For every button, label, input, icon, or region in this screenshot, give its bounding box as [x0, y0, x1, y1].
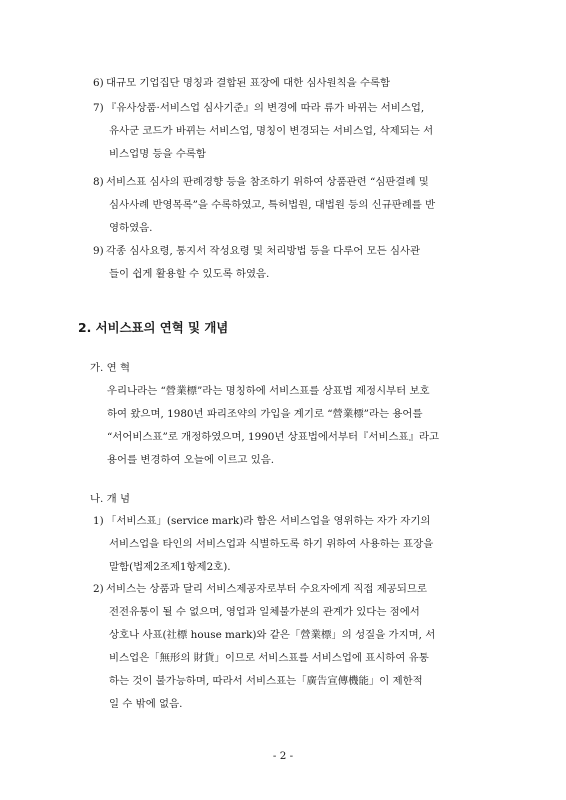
- list-item: [93, 510, 505, 579]
- list-item: [93, 97, 505, 166]
- text-line: 서비스표 심사의 판례경향 등을 참조하기 위하여 상품관련 “심판결례 및: [106, 176, 429, 188]
- text-line: 유사군 코드가 바뀌는 서비스업, 명칭이 변경되는 서비스업, 삭제되는 서: [109, 125, 434, 137]
- list-number: 1): [93, 515, 104, 527]
- text-line: 하는 것이 불가능하며, 따라서 서비스표는「廣告宣傳機能」이 제한적: [109, 675, 423, 687]
- text-line: 대규모 기업집단 명칭과 결합된 표장에 대한 심사원칙을 수록함: [106, 77, 391, 89]
- text-line: 말함(법제2조제1항제2호).: [109, 561, 231, 573]
- text-line: 각종 심사요령, 통지서 작성요령 및 처리방법 등을 다루어 모든 심사관: [106, 245, 421, 257]
- text-line: “서어비스표”로 개정하였으며, 1990년 상표법에서부터『서비스표』라고: [107, 431, 440, 443]
- text-line: 들이 쉽게 활용할 수 있도록 하였음.: [109, 268, 270, 280]
- list-item: [93, 72, 505, 95]
- text-line: 하여 왔으며, 1980년 파리조약의 가입을 계기로 “營業標”라는 용어를: [107, 408, 423, 420]
- text-line: 「서비스표」(service mark)라 함은 서비스업을 영위하는 자가 자기의: [106, 515, 431, 527]
- list-number: 8): [93, 176, 104, 188]
- list-item: [93, 578, 505, 716]
- text-line: 서비스업을 타인의 서비스업과 식별하도록 하기 위하여 사용하는 표장을: [109, 538, 434, 550]
- text-line: 우리나라는 “營業標”라는 명칭하에 서비스표를 상표법 제정시부터 보호: [107, 385, 430, 397]
- text-line: 전전유통이 될 수 없으며, 영업과 일체불가분의 관계가 있다는 점에서: [109, 606, 420, 618]
- section-heading: 2. 서비스표의 연혁 및 개념: [78, 320, 229, 335]
- text-line: 영하였음.: [109, 222, 153, 234]
- text-line: 비스업명 등을 수록함: [109, 148, 206, 160]
- text-line: 용어를 변경하여 오늘에 이르고 있음.: [107, 454, 275, 466]
- text-line: 서비스는 상품과 달리 서비스제공자로부터 수요자에게 직접 제공되므로: [106, 583, 427, 595]
- text-line: 『유사상품·서비스업 심사기준』의 변경에 따라 류가 바뀌는 서비스업,: [106, 102, 425, 114]
- text-line: 일 수 밖에 없음.: [109, 698, 183, 710]
- subsection-title-concept: 나. 개 념: [90, 493, 131, 505]
- list-number: 6): [93, 77, 104, 89]
- list-item: [93, 240, 505, 286]
- list-number: 2): [93, 583, 104, 595]
- page-number: - 2 -: [272, 750, 294, 762]
- text-line: 비스업은「無形의 財貨」이므로 서비스표를 서비스업에 표시하여 유통: [109, 652, 429, 664]
- subsection-title-history: 가. 연 혁: [90, 362, 131, 374]
- text-line: 심사사례 반영목록”을 수록하였고, 특허법원, 대법원 등의 신규판례를 반: [109, 199, 436, 211]
- list-number: 7): [93, 102, 104, 114]
- list-number: 9): [93, 245, 104, 257]
- history-paragraph: [107, 380, 511, 472]
- text-line: 상호나 사표(社標 house mark)와 같은「營業標」의 성질을 가지며, 서: [109, 629, 436, 641]
- list-item: [93, 171, 505, 240]
